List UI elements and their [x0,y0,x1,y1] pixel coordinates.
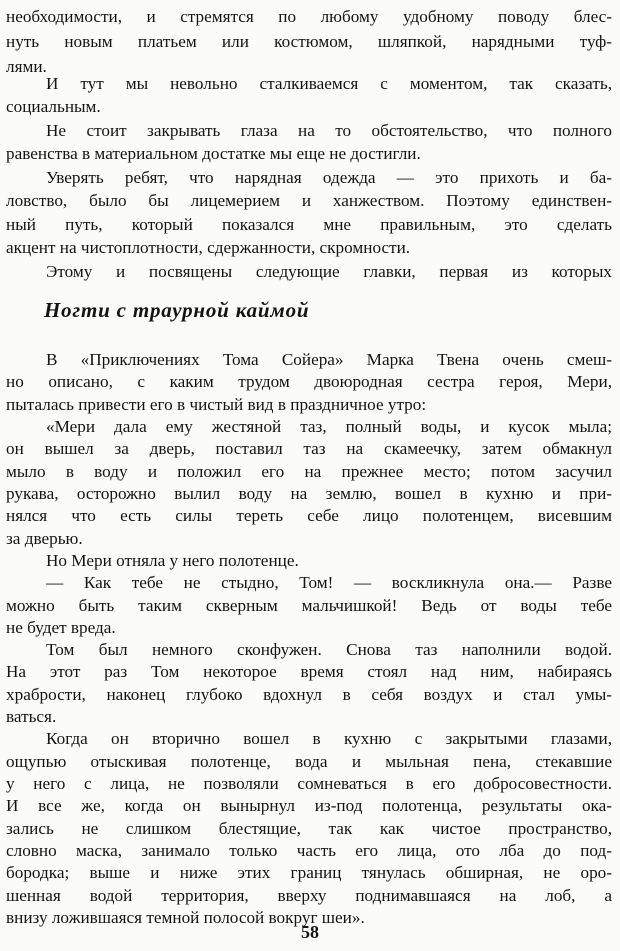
text-line: акцент на чистоплотности, сдержанности, скромности. [6,238,411,257]
text-line: «Мери дала ему жестяной таз, полный воды, и кусок мыла; [46,417,612,436]
text-line: словно маска, занимало только часть его лица, ото лба до под- [6,841,612,860]
text-line: нуть новым платьем или костюмом, шляпкой, нарядными туф- [6,32,612,51]
text-line: ловство, было бы лицемерием и ханжеством. Поэтому единствен- [6,191,612,210]
section-heading: Ногти с траурной каймой [44,298,310,322]
text-line: пыталась привести его в чистый вид в праздничное утро: [6,395,427,414]
text-line: равенства в материальном достатке мы еще не достигли. [6,144,421,163]
text-line: лями. [6,57,47,76]
text-line: зались не слишком блестящие, так как чистое пространство, [6,819,612,838]
text-line: — Как тебе не стыдно, Том! — воскликнула она.— Разве [46,573,612,592]
text-line: необходимости, и стремятся по любому удобному поводу блес- [6,7,612,26]
text-line: можно быть таким скверным мальчишкой! Ведь от воды тебе [6,596,612,615]
text-line: он вышел за дверь, поставил таз на скамеечку, затем обмакнул [6,439,612,458]
text-line: рукава, осторожно вылил воду на землю, вошел в кухню и при- [6,484,612,503]
text-line: Когда он вторично вошел в кухню с закрытыми глазами, [46,729,612,748]
text-line: мыло в воду и положил его на прежнее место; потом засучил [6,462,612,481]
page-number: 58 [301,922,319,942]
text-line: Том был немного сконфужен. Снова таз наполнили водой. [46,640,612,659]
text-line: ощупью отыскивая полотенце, вода и мыльная пена, стекавшие [6,752,612,771]
text-line: внизу ложившаяся темной полосой вокруг шеи». [6,908,365,927]
text-line: но описано, с каким трудом двоюродная сестра героя, Мери, [6,372,612,391]
text-line: ный путь, который показался мне правильным, это сделать [6,215,612,234]
text-line: Не стоит закрывать глаза на то обстоятельство, что полного [46,121,612,140]
text-line: На этот раз Том некоторое время стоял над ним, набираясь [6,662,612,681]
text-line: Но Мери отняла у него полотенце. [46,551,299,570]
text-line: ваться. [6,707,57,726]
text-line: И тут мы невольно сталкиваемся с моментом, так сказать, [46,74,612,93]
text-line: В «Приключениях Тома Сойера» Марка Твена очень смеш- [46,350,612,369]
text-line: Этому и посвящены следующие главки, первая из которых [46,262,612,281]
text-line: храбрости, наконец глубоко вдохнул в себя воздух и стал умы- [6,685,612,704]
text-line: шенная водой территория, вверху поднимавшаяся на лоб, а [6,886,612,905]
text-line: социальным. [6,97,101,116]
text-line: И все же, когда он вынырнул из-под полотенца, результаты ока- [6,796,612,815]
text-line: Уверять ребят, что нарядная одежда — это прихоть и ба- [46,168,612,187]
text-line: не будет вреда. [6,618,116,637]
text-line: у него с лица, не позволяли сомневаться в его добросовестности. [6,774,612,793]
text-line: нялся что есть силы тереть себе лицо полотенцем, висевшим [6,506,612,525]
text-line: бородка; выше и ниже этих границ тянулась обширная, не оро- [6,863,612,882]
text-line: за дверью. [6,529,83,548]
